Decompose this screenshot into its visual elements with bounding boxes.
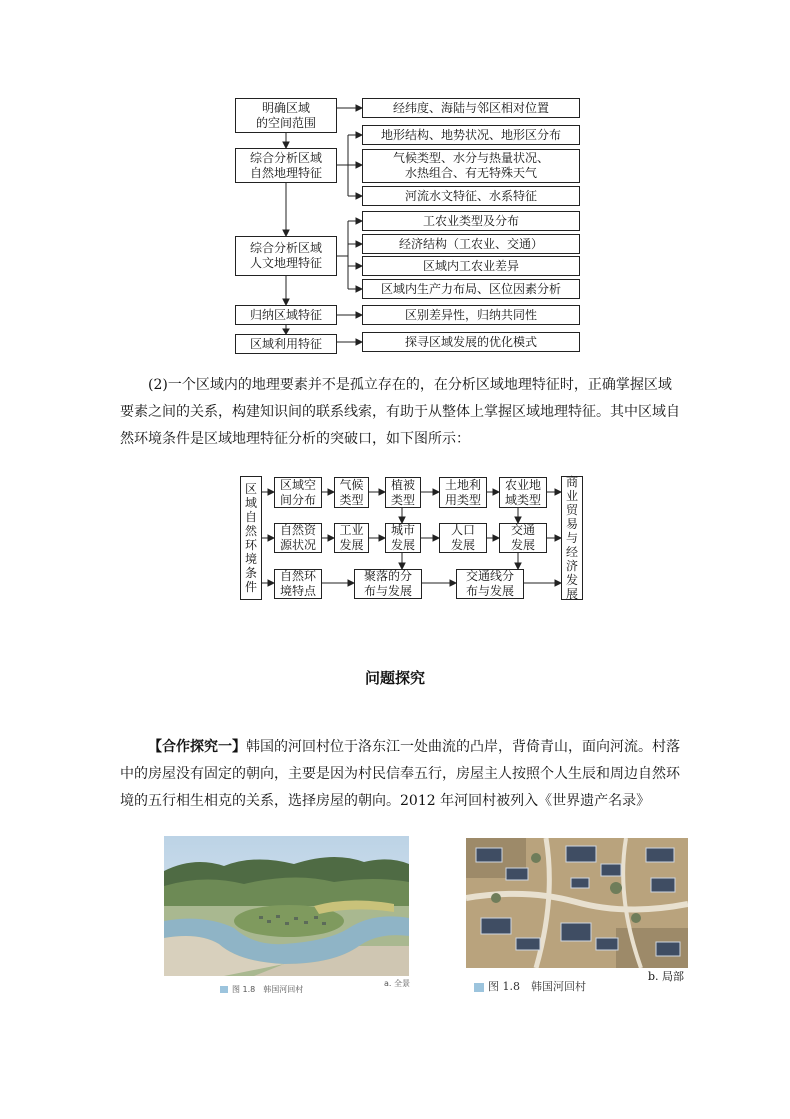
flow1-detail-industry-types: 工农业类型及分布	[362, 211, 580, 231]
flow2-r2-resources: 自然资 源状况	[274, 523, 322, 553]
flow1-main-human-features: 综合分析区域 人文地理特征	[235, 236, 337, 276]
caption-left-text: 图 1.8 韩国河回村	[232, 985, 304, 994]
caption-b: b. 局部	[648, 970, 685, 983]
flow2-r1-climate: 气候 类型	[334, 477, 369, 508]
flow2-r2-city: 城市 发展	[385, 523, 421, 553]
flow1-detail-terrain: 地形结构、地势状况、地形区分布	[362, 125, 580, 145]
caption-right-text: 图 1.8 韩国河回村	[488, 980, 586, 993]
inquiry-text: 韩国的河回村位于洛东江一处曲流的凸岸，背倚青山，面向河流。村落中的房屋没有固定的朝向，主要是因为村民信奉五行，房屋主人按照个人生辰和周边自然环境的五行相生相克的关系，选择房屋的朝向。2012 年河回村被列入《世界遗产名录》	[120, 739, 680, 809]
flow1-detail-optimization: 探寻区域发展的优化模式	[362, 332, 580, 352]
photo-hahoe-panorama	[164, 836, 409, 976]
flow1-main-summarize: 归纳区域特征	[235, 305, 337, 325]
flow1-main-spatial-scope: 明确区域 的空间范围	[235, 98, 337, 133]
flow2-r3-transport-lines: 交通线分 布与发展	[456, 569, 524, 599]
flow2-r2-population: 人口 发展	[439, 523, 487, 553]
flow2-r2-transport: 交通 发展	[499, 523, 547, 553]
detail-illustration	[466, 838, 688, 968]
paragraph-region-elements: (2)一个区域内的地理要素并不是孤立存在的，在分析区域地理特征时，正确掌握区域要素之间的关系，构建知识间的联系线索，有助于从整体上掌握区域地理特征。其中区域自然环境条件是区域地理特征分析的突破口，如下图所示：	[120, 377, 680, 447]
flow1-main-natural-features: 综合分析区域 自然地理特征	[235, 148, 337, 183]
flow2-r1-vegetation: 植被 类型	[385, 477, 421, 508]
flow1-detail-hydrology: 河流水文特征、水系特征	[362, 186, 580, 206]
flow2-r1-spatial: 区域空 间分布	[274, 477, 322, 508]
caption-right-marker	[474, 983, 484, 992]
flow1-detail-climate: 气候类型、水分与热量状况、 水热组合、有无特殊天气	[362, 149, 580, 183]
flow2-right-label: 商业贸易与经济发展	[565, 475, 578, 601]
flow1-main-utilization: 区域利用特征	[235, 334, 337, 354]
inquiry-label: 【合作探究一】	[148, 739, 246, 755]
flow2-right-trade-economy	[561, 476, 583, 600]
flow2-r3-settlements: 聚落的分 布与发展	[354, 569, 422, 599]
flow1-detail-location: 经纬度、海陆与邻区相对位置	[362, 98, 580, 118]
flow2-left-natural-conditions	[240, 476, 262, 600]
flow1-detail-economic-structure: 经济结构（工农业、交通）	[362, 234, 580, 254]
flow2-r1-land-use: 土地利 用类型	[439, 477, 487, 508]
paragraph-cooperative-inquiry	[120, 734, 680, 815]
flow2-left-label: 区域自然环境条件	[244, 482, 257, 594]
caption-left	[220, 984, 303, 995]
section-title: 问题探究	[364, 669, 425, 687]
flow2-r2-industry: 工业 发展	[334, 523, 369, 553]
flow1-detail-industry-differences: 区域内工农业差异	[362, 256, 580, 276]
caption-right	[474, 978, 586, 994]
caption-a: a. 全景	[384, 979, 410, 988]
flow1-detail-productivity: 区域内生产力布局、区位因素分析	[362, 279, 580, 299]
photo-hahoe-detail	[466, 838, 688, 968]
flow2-r1-agriculture: 农业地 域类型	[499, 477, 547, 508]
panorama-illustration	[164, 836, 409, 976]
caption-marker	[220, 986, 228, 993]
flow2-r3-environment: 自然环 境特点	[274, 569, 322, 599]
flow1-detail-differences: 区别差异性，归纳共同性	[362, 305, 580, 325]
